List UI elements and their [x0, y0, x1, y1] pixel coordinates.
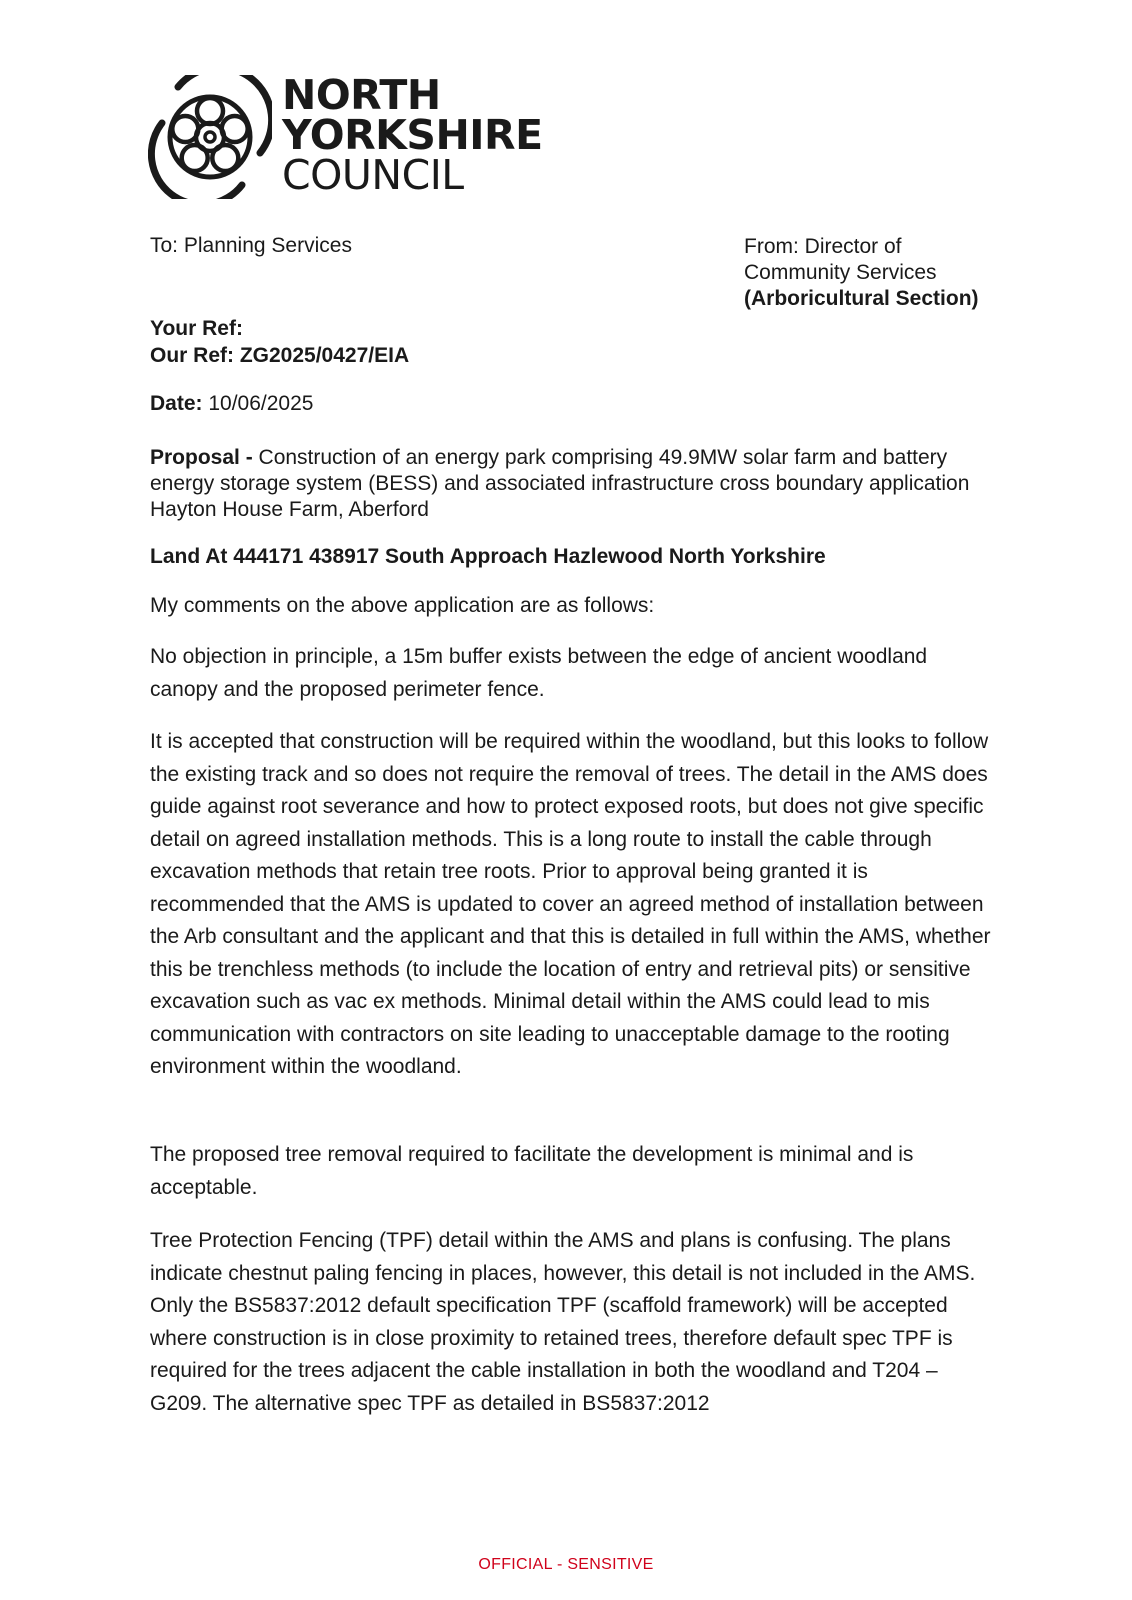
council-wordmark	[282, 71, 543, 199]
date-value: 10/06/2025	[202, 392, 314, 415]
sender-line-1: From: Director of	[744, 235, 902, 258]
paragraph-tpf: Tree Protection Fencing (TPF) detail within the AMS and plans is confusing. The plans indicate chestnut paling fencing in places, however, this detail is not included in the AMS. Only the BS5837:2012 default specification TPF (scaffold framework) will be accepted where construction is in close proximity to retained trees, therefore default spec TPF is required for the trees adjacent the cable installation in both the woodland and T204 – G209. The alternative spec TPF as detailed in BS5837:2012	[150, 1229, 976, 1415]
proposal	[150, 445, 1000, 523]
references	[150, 315, 409, 369]
paragraph-intro: My comments on the above application are as follows:	[150, 594, 655, 617]
our-ref: Our Ref: ZG2025/0427/EIA	[150, 344, 410, 367]
wordmark-line-3: COUNCIL	[282, 151, 464, 199]
sender	[744, 234, 979, 312]
paragraph-buffer: No objection in principle, a 15m buffer exists between the edge of ancient woodland canopy and the proposed perimeter fence.	[150, 645, 928, 701]
paragraph-construction: It is accepted that construction will be required within the woodland, but this looks to follow the existing track and so does not require the removal of trees. The detail in the AMS does guide against root severance and how to protect exposed roots, but does not give specific detail on agreed installation methods. This is a long route to install the cable through excavation methods that retain tree roots. Prior to approval being granted it is recommended that the AMS is updated to cover an agreed method of installation between the Arb consultant and the applicant and that this is detailed in full within the AMS, whether this be trenchless methods (to include the location of entry and retrieval pits) or sensitive excavation such as vac ex methods. Minimal detail within the AMS could lead to mis communication with contractors on site leading to unacceptable damage to the rooting environment within the woodland.	[150, 730, 991, 1078]
proposal-text: Construction of an energy park comprising 49.9MW solar farm and battery energy storage system (BESS) and associated infrastructure cross boundary application Hayton House Farm, Aberford	[150, 446, 970, 521]
site-location: Land At 444171 438917 South Approach Hazlewood North Yorkshire	[150, 545, 826, 568]
council-logo	[148, 71, 548, 199]
sender-line-2: Community Services	[744, 261, 937, 284]
classification-footer: OFFICIAL - SENSITIVE	[478, 1556, 654, 1573]
your-ref: Your Ref:	[150, 317, 243, 340]
tudor-rose-icon	[148, 75, 272, 199]
wordmark-line-1: NORTH	[282, 71, 441, 119]
date-label: Date:	[150, 392, 203, 415]
paragraph-tree-removal: The proposed tree removal required to facilitate the development is minimal and is acceptable.	[150, 1143, 914, 1199]
sender-section: (Arboricultural Section)	[744, 287, 979, 310]
memo-date	[150, 392, 313, 416]
wordmark-line-2: YORKSHIRE	[282, 111, 543, 159]
recipient: To: Planning Services	[150, 234, 352, 257]
proposal-label: Proposal -	[150, 446, 253, 469]
